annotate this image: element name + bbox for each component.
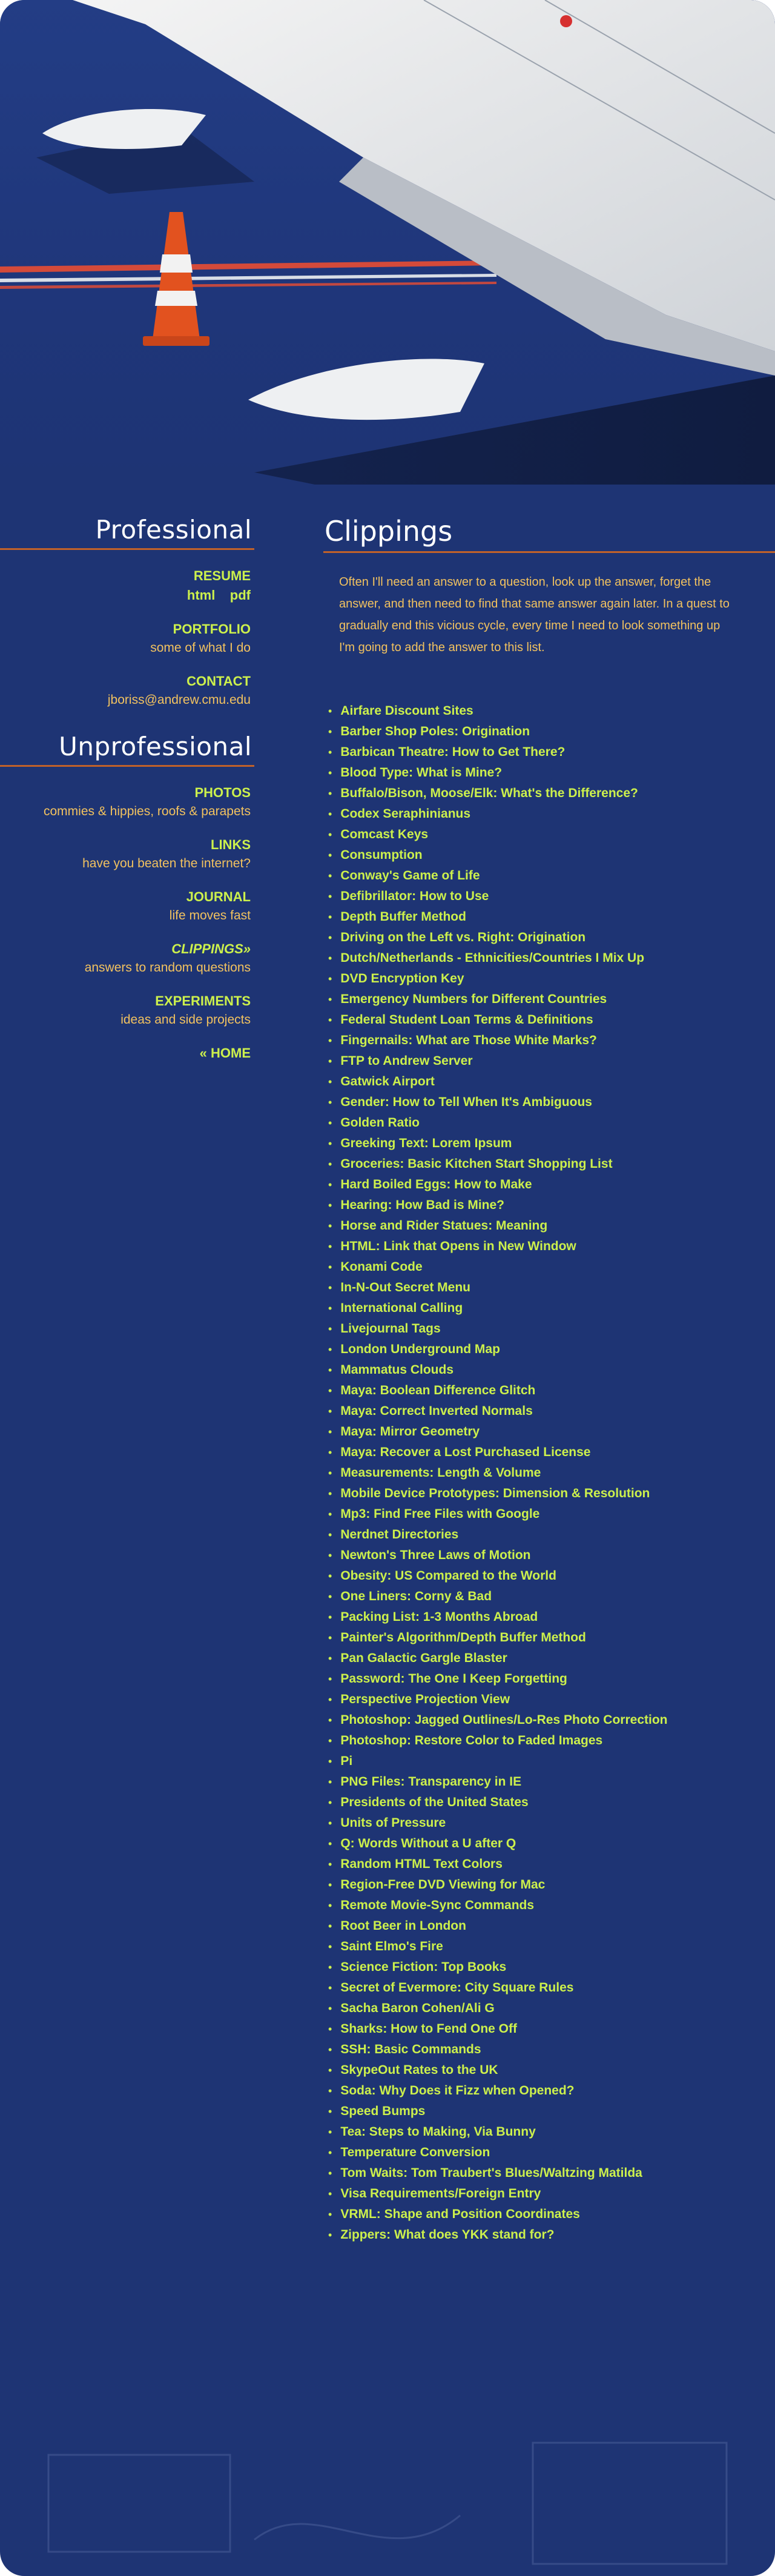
nav-experiments (0, 993, 254, 1027)
list-item (328, 1319, 775, 1339)
list-item (328, 866, 775, 886)
clipping-link[interactable]: Dutch/Netherlands - Ethnicities/Countries I Mix Up (340, 951, 645, 965)
list-item (328, 2225, 775, 2245)
list-item (328, 1998, 775, 2019)
clipping-link[interactable]: Sacha Baron Cohen/Ali G (340, 2001, 495, 2015)
bullet-icon: • (328, 1488, 332, 1500)
list-item (328, 1792, 775, 1813)
bullet-icon: • (328, 1817, 332, 1829)
bullet-icon: • (328, 1776, 332, 1788)
bullet-icon: • (328, 1920, 332, 1932)
list-item (328, 1751, 775, 1772)
list-item (328, 1339, 775, 1360)
list-item (328, 1360, 775, 1380)
bullet-icon: • (328, 1694, 332, 1706)
bullet-icon: • (328, 1096, 332, 1108)
clipping-link[interactable]: Region-Free DVD Viewing for Mac (340, 1878, 546, 1892)
list-item (328, 1216, 775, 1236)
clipping-link[interactable]: DVD Encryption Key (340, 972, 464, 985)
bullet-icon: • (328, 1261, 332, 1273)
list-item (328, 1525, 775, 1545)
experiments-link[interactable]: EXPERIMENTS (155, 993, 251, 1008)
list-item (328, 948, 775, 968)
bullet-icon: • (328, 1014, 332, 1026)
nav-portfolio (0, 621, 254, 655)
clipping-link[interactable]: In-N-Out Secret Menu (340, 1280, 470, 1294)
list-item (328, 763, 775, 783)
home-link[interactable]: « HOME (199, 1045, 251, 1061)
clipping-link[interactable]: VRML: Shape and Position Coordinates (340, 2207, 580, 2221)
list-item (328, 1586, 775, 1607)
bullet-icon: • (328, 1467, 332, 1479)
clipping-link[interactable]: Greeking Text: Lorem Ipsum (340, 1136, 512, 1150)
list-item (328, 1154, 775, 1174)
bullet-icon: • (328, 890, 332, 902)
list-item (328, 2060, 775, 2081)
nav-photos (0, 785, 254, 819)
links-link[interactable]: LINKS (211, 837, 251, 852)
list-item (328, 1916, 775, 1936)
unprofessional-heading: Unprofessional (0, 732, 254, 767)
list-item (328, 2019, 775, 2039)
list-item (328, 1710, 775, 1730)
intro-text: Often I'll need an answer to a question, look up the answer, forget the answer, and then need to find that same answer again later. In a quest to gradually end this vicious cycle, every time I need to look something up I'm going to add the answer to this list. (339, 575, 730, 654)
bullet-icon: • (328, 1055, 332, 1067)
bullet-icon: • (328, 1179, 332, 1191)
clipping-link[interactable]: Painter's Algorithm/Depth Buffer Method (340, 1631, 586, 1644)
list-item (328, 1607, 775, 1627)
nav-links (0, 837, 254, 871)
clipping-link[interactable]: Units of Pressure (340, 1816, 446, 1830)
bullet-icon: • (328, 2126, 332, 2138)
clipping-link[interactable]: Root Beer in London (340, 1919, 466, 1933)
contact-link[interactable]: CONTACT (186, 674, 251, 689)
portfolio-link[interactable]: PORTFOLIO (173, 621, 251, 637)
bullet-icon: • (328, 1137, 332, 1150)
clipping-link[interactable]: Science Fiction: Top Books (340, 1960, 507, 1974)
resume-html-link[interactable]: html (186, 588, 216, 603)
list-item (328, 1978, 775, 1998)
resume-link[interactable]: RESUME (193, 568, 251, 583)
list-item (328, 1113, 775, 1133)
clipping-link[interactable]: Nerdnet Directories (340, 1528, 459, 1541)
bullet-icon: • (328, 1405, 332, 1417)
clipping-link[interactable]: Fingernails: What are Those White Marks? (340, 1033, 597, 1047)
clipping-link[interactable]: Packing List: 1-3 Months Abroad (340, 1610, 538, 1624)
list-item (328, 1174, 775, 1195)
photos-link[interactable]: PHOTOS (194, 785, 251, 800)
bullet-icon: • (328, 2002, 332, 2015)
clipping-link[interactable]: Perspective Projection View (340, 1692, 510, 1706)
clipping-link[interactable]: Saint Elmo's Fire (340, 1939, 443, 1953)
clipping-link[interactable]: Hard Boiled Eggs: How to Make (340, 1177, 532, 1191)
bullet-icon: • (328, 2167, 332, 2179)
clipping-link[interactable]: Temperature Conversion (340, 2145, 490, 2159)
bullet-icon: • (328, 2064, 332, 2076)
clipping-link[interactable]: Emergency Numbers for Different Countries (340, 992, 607, 1006)
list-item (328, 2101, 775, 2122)
clipping-link[interactable]: Pan Galactic Gargle Blaster (340, 1651, 507, 1665)
list-item (328, 2122, 775, 2142)
bullet-icon: • (328, 1364, 332, 1376)
clipping-link[interactable]: Photoshop: Restore Color to Faded Images (340, 1733, 603, 1747)
resume-pdf-link[interactable]: pdf (229, 588, 251, 603)
bullet-icon: • (328, 973, 332, 985)
bullet-icon: • (328, 2188, 332, 2200)
clipping-link[interactable]: Password: The One I Keep Forgetting (340, 1672, 567, 1686)
bullet-icon: • (328, 993, 332, 1005)
list-item (328, 1442, 775, 1463)
bullet-icon: • (328, 1323, 332, 1335)
clipping-link[interactable]: Defibrillator: How to Use (340, 889, 489, 903)
bullet-icon: • (328, 1735, 332, 1747)
background-sketch (0, 2419, 775, 2576)
list-item (328, 1133, 775, 1154)
bullet-icon: • (328, 1343, 332, 1356)
bullet-icon: • (328, 1549, 332, 1561)
list-item (328, 1669, 775, 1689)
list-item (328, 1772, 775, 1792)
list-item (328, 1833, 775, 1854)
list-item (328, 1277, 775, 1298)
bullet-icon: • (328, 1652, 332, 1664)
clipping-link[interactable]: Blood Type: What is Mine? (340, 766, 503, 780)
links-subtitle: have you beaten the internet? (82, 856, 251, 870)
bullet-icon: • (328, 932, 332, 944)
clipping-link[interactable]: FTP to Andrew Server (340, 1054, 473, 1068)
bullet-icon: • (328, 1426, 332, 1438)
bullet-icon: • (328, 2085, 332, 2097)
clippings-link[interactable]: CLIPPINGS» (171, 941, 251, 956)
bullet-icon: • (328, 767, 332, 779)
clipping-link[interactable]: SkypeOut Rates to the UK (340, 2063, 498, 2077)
clipping-link[interactable]: Maya: Mirror Geometry (340, 1425, 480, 1439)
clipping-link[interactable]: Barbican Theatre: How to Get There? (340, 745, 566, 759)
clipping-link[interactable]: London Underground Map (340, 1342, 500, 1356)
clipping-link[interactable]: Buffalo/Bison, Moose/Elk: What's the Difference? (340, 786, 638, 800)
bullet-icon: • (328, 952, 332, 964)
clipping-link[interactable]: Barber Shop Poles: Origination (340, 724, 530, 738)
clipping-link[interactable]: Tom Waits: Tom Traubert's Blues/Waltzing Matilda (340, 2166, 642, 2180)
bullet-icon: • (328, 1199, 332, 1211)
list-item (328, 1813, 775, 1833)
list-item (328, 1648, 775, 1669)
journal-link[interactable]: JOURNAL (186, 889, 251, 904)
clipping-link[interactable]: PNG Files: Transparency in IE (340, 1775, 522, 1789)
bullet-icon: • (328, 2044, 332, 2056)
clipping-link[interactable]: Maya: Boolean Difference Glitch (340, 1383, 536, 1397)
clipping-link[interactable]: Photoshop: Jagged Outlines/Lo-Res Photo Correction (340, 1713, 668, 1727)
clipping-link[interactable]: Gatwick Airport (340, 1074, 435, 1088)
list-item (328, 1957, 775, 1978)
list-item (328, 1627, 775, 1648)
clipping-link[interactable]: Horse and Rider Statues: Meaning (340, 1219, 548, 1233)
clipping-link[interactable]: Maya: Correct Inverted Normals (340, 1404, 533, 1418)
list-item (328, 1730, 775, 1751)
portfolio-subtitle: some of what I do (150, 641, 251, 655)
bullet-icon: • (328, 1302, 332, 1314)
bullet-icon: • (328, 1673, 332, 1685)
nav-journal (0, 889, 254, 923)
list-item (328, 2184, 775, 2204)
clipping-link[interactable]: Newton's Three Laws of Motion (340, 1548, 531, 1562)
bullet-icon: • (328, 1858, 332, 1870)
list-item (328, 1030, 775, 1051)
list-item (328, 721, 775, 742)
bullet-icon: • (328, 2208, 332, 2220)
list-item (328, 1545, 775, 1566)
clipping-link[interactable]: Depth Buffer Method (340, 910, 466, 924)
list-item (328, 2163, 775, 2184)
clipping-link[interactable]: Mobile Device Prototypes: Dimension & Resolution (340, 1486, 650, 1500)
nav-contact (0, 674, 254, 707)
list-item (328, 1195, 775, 1216)
clipping-link[interactable]: Codex Seraphinianus (340, 807, 471, 821)
clipping-link[interactable]: Speed Bumps (340, 2104, 426, 2118)
bullet-icon: • (328, 787, 332, 800)
bullet-icon: • (328, 1961, 332, 1973)
bullet-icon: • (328, 2105, 332, 2117)
bullet-icon: • (328, 746, 332, 758)
list-item (328, 1401, 775, 1422)
clipping-link[interactable]: Federal Student Loan Terms & Definitions (340, 1013, 593, 1027)
list-item (328, 742, 775, 763)
list-item (328, 1895, 775, 1916)
list-item (328, 824, 775, 845)
clipping-link[interactable]: Visa Requirements/Foreign Entry (340, 2187, 541, 2200)
clipping-link[interactable]: SSH: Basic Commands (340, 2042, 481, 2056)
list-item (328, 927, 775, 948)
bullet-icon: • (328, 1838, 332, 1850)
clipping-link[interactable]: Pi (340, 1754, 353, 1768)
clipping-link[interactable]: Secret of Evermore: City Square Rules (340, 1981, 574, 1995)
clipping-link[interactable]: Zippers: What does YKK stand for? (340, 2228, 555, 2242)
bullet-icon: • (328, 870, 332, 882)
list-item (328, 701, 775, 721)
clipping-link[interactable]: Golden Ratio (340, 1116, 420, 1130)
nav-resume (0, 568, 254, 603)
left-navigation (0, 515, 254, 1061)
list-item (328, 845, 775, 866)
list-item (328, 1257, 775, 1277)
list-item (328, 1463, 775, 1483)
clipping-link[interactable]: Mammatus Clouds (340, 1363, 454, 1377)
bullet-icon: • (328, 1529, 332, 1541)
airplane-wing-photo (0, 0, 775, 485)
list-item (328, 2081, 775, 2101)
bullet-icon: • (328, 1714, 332, 1726)
experiments-subtitle: ideas and side projects (120, 1013, 251, 1027)
clipping-link[interactable]: Hearing: How Bad is Mine? (340, 1198, 505, 1212)
clipping-link[interactable]: Soda: Why Does it Fizz when Opened? (340, 2084, 575, 2098)
clipping-link[interactable]: International Calling (340, 1301, 463, 1315)
list-item (328, 907, 775, 927)
clipping-link[interactable]: Sharks: How to Fend One Off (340, 2022, 517, 2036)
clipping-link[interactable]: Measurements: Length & Volume (340, 1466, 541, 1480)
bullet-icon: • (328, 1220, 332, 1232)
contact-email[interactable]: jboriss@andrew.cmu.edu (107, 693, 251, 707)
bullet-icon: • (328, 2147, 332, 2159)
photos-subtitle: commies & hippies, roofs & parapets (44, 804, 251, 818)
bullet-icon: • (328, 1117, 332, 1129)
list-item (328, 1566, 775, 1586)
bullet-icon: • (328, 1879, 332, 1891)
clipping-link[interactable]: Groceries: Basic Kitchen Start Shopping List (340, 1157, 613, 1171)
bullet-icon: • (328, 1632, 332, 1644)
clipping-link[interactable]: Gender: How to Tell When It's Ambiguous (340, 1095, 592, 1109)
list-item (328, 1051, 775, 1071)
clipping-link[interactable]: Tea: Steps to Making, Via Bunny (340, 2125, 536, 2139)
list-item (328, 2142, 775, 2163)
clipping-link[interactable]: One Liners: Corny & Bad (340, 1589, 492, 1603)
bullet-icon: • (328, 1385, 332, 1397)
list-item (328, 2204, 775, 2225)
list-item (328, 968, 775, 989)
bullet-icon: • (328, 1796, 332, 1809)
bullet-icon: • (328, 849, 332, 861)
bullet-icon: • (328, 1035, 332, 1047)
clipping-link[interactable]: Consumption (340, 848, 423, 862)
bullet-icon: • (328, 726, 332, 738)
clippings-subtitle: answers to random questions (84, 961, 251, 975)
clipping-link[interactable]: Airfare Discount Sites (340, 704, 473, 718)
bullet-icon: • (328, 2023, 332, 2035)
bullet-icon: • (328, 1591, 332, 1603)
clipping-link[interactable]: Q: Words Without a U after Q (340, 1836, 516, 1850)
clipping-link[interactable]: Random HTML Text Colors (340, 1857, 503, 1871)
bullet-icon: • (328, 1941, 332, 1953)
list-item (328, 1380, 775, 1401)
list-item (328, 1298, 775, 1319)
list-item (328, 1689, 775, 1710)
professional-heading: Professional (0, 515, 254, 550)
clipping-link[interactable]: Comcast Keys (340, 827, 429, 841)
list-item (328, 783, 775, 804)
list-item (328, 1236, 775, 1257)
list-item (328, 989, 775, 1010)
clipping-link[interactable]: Driving on the Left vs. Right: Origination (340, 930, 586, 944)
list-item (328, 804, 775, 824)
bullet-icon: • (328, 1611, 332, 1623)
bullet-icon: • (328, 1240, 332, 1253)
bullet-icon: • (328, 1508, 332, 1520)
list-item (328, 1071, 775, 1092)
bullet-icon: • (328, 1076, 332, 1088)
list-item (328, 2039, 775, 2060)
clipping-link[interactable]: Presidents of the United States (340, 1795, 529, 1809)
bullet-icon: • (328, 1570, 332, 1582)
clipping-link[interactable]: Obesity: US Compared to the World (340, 1569, 556, 1583)
list-item (328, 886, 775, 907)
list-item (328, 1010, 775, 1030)
bullet-icon: • (328, 808, 332, 820)
bullet-icon: • (328, 1282, 332, 1294)
clipping-link[interactable]: Livejournal Tags (340, 1322, 441, 1336)
journal-subtitle: life moves fast (169, 909, 251, 922)
clipping-link[interactable]: HTML: Link that Opens in New Window (340, 1239, 576, 1253)
list-item (328, 1092, 775, 1113)
bullet-icon: • (328, 2229, 332, 2241)
list-item (328, 1483, 775, 1504)
main-content (323, 515, 775, 2245)
bullet-icon: • (328, 911, 332, 923)
list-item (328, 1875, 775, 1895)
clipping-link[interactable]: Maya: Recover a Lost Purchased License (340, 1445, 591, 1459)
header-photo (0, 0, 775, 485)
bullet-icon: • (328, 705, 332, 717)
list-item (328, 1854, 775, 1875)
clipping-link[interactable]: Mp3: Find Free Files with Google (340, 1507, 540, 1521)
clippings-list (323, 701, 775, 2245)
nav-clippings (0, 941, 254, 975)
bullet-icon: • (328, 1158, 332, 1170)
bullet-icon: • (328, 1982, 332, 1994)
page-title: Clippings (323, 515, 775, 553)
clipping-link[interactable]: Konami Code (340, 1260, 423, 1274)
list-item (328, 1936, 775, 1957)
clipping-link[interactable]: Remote Movie-Sync Commands (340, 1898, 535, 1912)
bullet-icon: • (328, 829, 332, 841)
list-item (328, 1504, 775, 1525)
list-item (328, 1422, 775, 1442)
clipping-link[interactable]: Conway's Game of Life (340, 869, 480, 882)
bullet-icon: • (328, 1899, 332, 1912)
bullet-icon: • (328, 1446, 332, 1459)
bullet-icon: • (328, 1755, 332, 1767)
